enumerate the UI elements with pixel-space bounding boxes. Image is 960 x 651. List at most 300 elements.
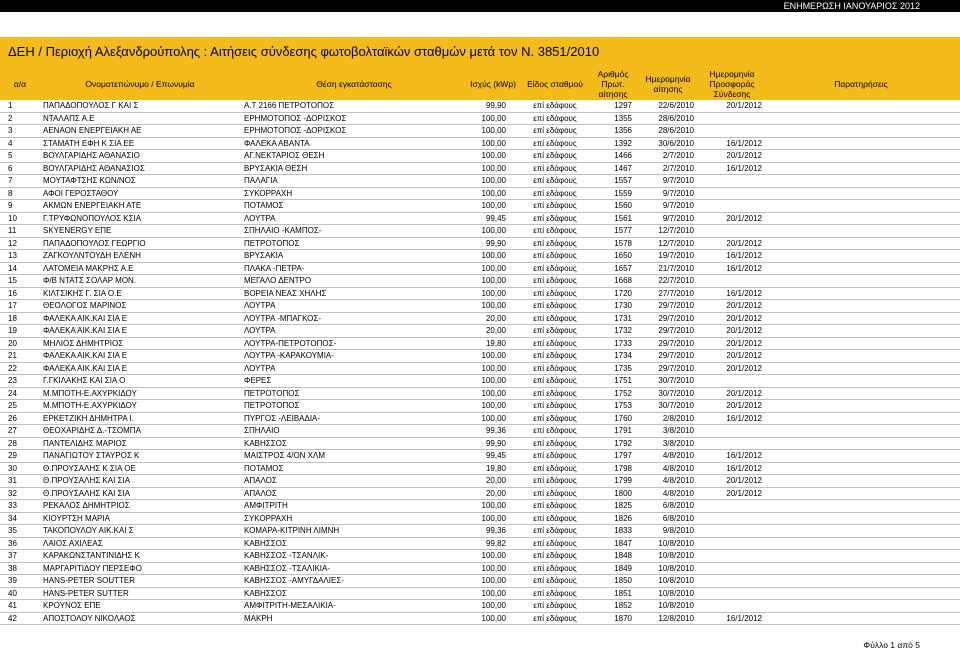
- station-type: επί εδάφους: [518, 250, 592, 263]
- row-number: 3: [0, 125, 40, 138]
- protocol-number: 1731: [592, 312, 634, 325]
- station-type: επί εδάφους: [518, 337, 592, 350]
- request-date: 22/6/2010: [634, 100, 702, 112]
- applicant-name: ΚΑΡΑΚΩΝΣΤΑΝΤΙΝΙΔΗΣ Κ: [40, 550, 240, 563]
- row-number: 21: [0, 350, 40, 363]
- request-date: 30/7/2010: [634, 400, 702, 413]
- install-location: ΑΓ.ΝΕΚΤΑΡΙΟΣ ΘΕΣΗ: [240, 150, 468, 163]
- applicant-name: ΚΙΛΤΣΙΚΗΣ Γ. ΣΙΑ Ο.Ε: [40, 287, 240, 300]
- offer-date: 20/1/2012: [702, 487, 762, 500]
- protocol-number: 1751: [592, 375, 634, 388]
- install-location: ΣΥΚΟΡΡΑΧΗ: [240, 512, 468, 525]
- table-row: [0, 125, 960, 138]
- protocol-number: 1833: [592, 525, 634, 538]
- applicant-name: ΚΙΟΥΡΤΣΗ ΜΑΡΙΑ: [40, 512, 240, 525]
- offer-date: 16/1/2012: [702, 262, 762, 275]
- applicant-name: ΛΑΙΟΣ ΑΧΙΛΕΑΣ: [40, 537, 240, 550]
- offer-date: [702, 587, 762, 600]
- offer-date: 20/1/2012: [702, 212, 762, 225]
- remarks: [762, 387, 960, 400]
- table-row: [0, 100, 960, 112]
- request-date: 30/7/2010: [634, 375, 702, 388]
- offer-date: [702, 225, 762, 238]
- request-date: 28/6/2010: [634, 125, 702, 138]
- power-kwp: 100,00: [468, 587, 518, 600]
- applicant-name: ΘΕΟΛΟΓΟΣ ΜΑΡΙΝΟΣ: [40, 300, 240, 313]
- applicant-name: ΒΟΥΛΓΑΡΙΔΗΣ ΑΘΑΝΑΣΙΟΣ: [40, 162, 240, 175]
- table-row: [0, 500, 960, 513]
- row-number: 15: [0, 275, 40, 288]
- row-number: 36: [0, 537, 40, 550]
- install-location: ΠΑΛΑΓΙΑ: [240, 175, 468, 188]
- row-number: 40: [0, 587, 40, 600]
- protocol-number: 1797: [592, 450, 634, 463]
- protocol-number: 1735: [592, 362, 634, 375]
- offer-date: 16/1/2012: [702, 412, 762, 425]
- applicant-name: ΠΑΝΑΓΙΩΤΟΥ ΣΤΑΥΡΟΣ Κ: [40, 450, 240, 463]
- applicant-name: Θ.ΠΡΟΥΣΑΛΗΣ Κ ΣΙΑ ΟΕ: [40, 462, 240, 475]
- table-row: [0, 237, 960, 250]
- applicant-name: ΒΟΥΛΓΑΡΙΔΗΣ ΑΘΑΝΑΣΙΟ: [40, 150, 240, 163]
- station-type: επί εδάφους: [518, 225, 592, 238]
- install-location: ΑΜΦΙΤΡΙΤΗ-ΜΕΣΑΛΙΚΙΑ-: [240, 600, 468, 613]
- protocol-number: 1799: [592, 475, 634, 488]
- protocol-number: 1798: [592, 462, 634, 475]
- offer-date: 16/1/2012: [702, 612, 762, 625]
- station-type: επί εδάφους: [518, 325, 592, 338]
- applicant-name: HANS-PETER SUTTER: [40, 587, 240, 600]
- power-kwp: 20,00: [468, 475, 518, 488]
- applicant-name: ΡΕΚΑΛΟΣ ΔΗΜΗΤΡΙΟΣ: [40, 500, 240, 513]
- install-location: ΛΟΥΤΡΑ -ΚΑΡΑΚΟΥΜΙΑ-: [240, 350, 468, 363]
- power-kwp: 99,45: [468, 212, 518, 225]
- station-type: επί εδάφους: [518, 100, 592, 112]
- offer-date: [702, 112, 762, 125]
- install-location: ΚΟΜΑΡΑ-ΚΙΤΡΙΝΗ ΛΙΜΝΗ: [240, 525, 468, 538]
- row-number: 7: [0, 175, 40, 188]
- power-kwp: 100,00: [468, 125, 518, 138]
- row-number: 37: [0, 550, 40, 563]
- row-number: 12: [0, 237, 40, 250]
- power-kwp: 99,90: [468, 437, 518, 450]
- applicant-name: Γ.ΤΡΥΦΩΝΟΠΟΥΛΟΣ ΚΣΙΑ: [40, 212, 240, 225]
- power-kwp: 100,00: [468, 575, 518, 588]
- applicant-name: ΦΑΛΕΚΑ ΑΙΚ.ΚΑΙ ΣΙΑ Ε: [40, 350, 240, 363]
- offer-date: 16/1/2012: [702, 162, 762, 175]
- power-kwp: 100,00: [468, 250, 518, 263]
- row-number: 18: [0, 312, 40, 325]
- table-row: [0, 450, 960, 463]
- install-location: ΜΑΚΡΗ: [240, 612, 468, 625]
- row-number: 4: [0, 137, 40, 150]
- request-date: 4/8/2010: [634, 487, 702, 500]
- row-number: 32: [0, 487, 40, 500]
- applicant-name: ΑΚΜΩΝ ΕΝΕΡΓΕΙΑΚΗ ΑΤΕ: [40, 200, 240, 213]
- station-type: επί εδάφους: [518, 475, 592, 488]
- install-location: ΛΟΥΤΡΑ: [240, 300, 468, 313]
- remarks: [762, 412, 960, 425]
- station-type: επί εδάφους: [518, 575, 592, 588]
- table-row: [0, 412, 960, 425]
- request-date: 4/8/2010: [634, 462, 702, 475]
- remarks: [762, 212, 960, 225]
- table-row: [0, 600, 960, 613]
- offer-date: [702, 175, 762, 188]
- col-header-offer-date: Ημερομηνία Προσφοράς Σύνδεσης: [709, 68, 755, 99]
- table-row: [0, 287, 960, 300]
- station-type: επί εδάφους: [518, 162, 592, 175]
- install-location: ΛΟΥΤΡΑ: [240, 325, 468, 338]
- protocol-number: 1847: [592, 537, 634, 550]
- station-type: επί εδάφους: [518, 412, 592, 425]
- applicant-name: ΣΤΑΜΑΤΗ ΕΦΗ Κ ΣΙΑ ΕΕ: [40, 137, 240, 150]
- offer-date: 20/1/2012: [702, 362, 762, 375]
- power-kwp: 19,80: [468, 462, 518, 475]
- offer-date: 20/1/2012: [702, 150, 762, 163]
- update-label: ΕΝΗΜΕΡΩΣΗ ΙΑΝΟΥΑΡΙΟΣ 2012: [783, 1, 920, 11]
- power-kwp: 20,00: [468, 325, 518, 338]
- remarks: [762, 325, 960, 338]
- offer-date: 16/1/2012: [702, 462, 762, 475]
- install-location: ΜΑΙΣΤΡΟΣ 4/ΟΝ ΧΛΜ: [240, 450, 468, 463]
- offer-date: [702, 550, 762, 563]
- protocol-number: 1297: [592, 100, 634, 112]
- install-location: ΦΑΛΕΚΑ ΑΒΑΝΤΑ: [240, 137, 468, 150]
- station-type: επί εδάφους: [518, 612, 592, 625]
- request-date: 29/7/2010: [634, 312, 702, 325]
- request-date: 4/8/2010: [634, 475, 702, 488]
- remarks: [762, 187, 960, 200]
- page-title: ΔΕΗ / Περιοχή Αλεξανδρούπολης : Αιτήσεις σύνδεσης φωτοβολταϊκών σταθμών μετά τον Ν. 3851/2010: [8, 44, 600, 59]
- offer-date: [702, 600, 762, 613]
- remarks: [762, 200, 960, 213]
- offer-date: [702, 562, 762, 575]
- col-header-remarks: Παρατηρήσεις: [834, 78, 888, 89]
- col-header-protocol: Αριθμός Πρωτ. αίτησης: [597, 68, 629, 99]
- station-type: επί εδάφους: [518, 350, 592, 363]
- protocol-number: 1577: [592, 225, 634, 238]
- col-header-aa: α/α: [13, 78, 27, 89]
- col-header-power: Ισχύς (kWp): [470, 78, 516, 89]
- install-location: ΒΟΡΕΙΑ ΝΕΑΣ ΧΗΛΗΣ: [240, 287, 468, 300]
- table-row: [0, 275, 960, 288]
- row-number: 28: [0, 437, 40, 450]
- applicant-name: Θ.ΠΡΟΥΣΑΛΗΣ ΚΑΙ ΣΙΑ: [40, 475, 240, 488]
- protocol-number: 1732: [592, 325, 634, 338]
- protocol-number: 1578: [592, 237, 634, 250]
- request-date: 30/6/2010: [634, 137, 702, 150]
- power-kwp: 100,00: [468, 362, 518, 375]
- request-date: 3/8/2010: [634, 425, 702, 438]
- table-row: [0, 262, 960, 275]
- table-row: [0, 312, 960, 325]
- protocol-number: 1849: [592, 562, 634, 575]
- row-number: 24: [0, 387, 40, 400]
- offer-date: 16/1/2012: [702, 137, 762, 150]
- table-row: [0, 562, 960, 575]
- install-location: ΑΜΦΙΤΡΙΤΗ: [240, 500, 468, 513]
- request-date: 4/8/2010: [634, 450, 702, 463]
- request-date: 19/7/2010: [634, 250, 702, 263]
- offer-date: 20/1/2012: [702, 350, 762, 363]
- station-type: επί εδάφους: [518, 462, 592, 475]
- protocol-number: 1792: [592, 437, 634, 450]
- remarks: [762, 175, 960, 188]
- row-number: 17: [0, 300, 40, 313]
- request-date: 10/8/2010: [634, 587, 702, 600]
- table-row: [0, 525, 960, 538]
- remarks: [762, 587, 960, 600]
- row-number: 25: [0, 400, 40, 413]
- offer-date: [702, 575, 762, 588]
- power-kwp: 99,36: [468, 525, 518, 538]
- offer-date: 20/1/2012: [702, 237, 762, 250]
- station-type: επί εδάφους: [518, 200, 592, 213]
- request-date: 9/7/2010: [634, 212, 702, 225]
- station-type: επί εδάφους: [518, 187, 592, 200]
- offer-date: [702, 275, 762, 288]
- row-number: 31: [0, 475, 40, 488]
- remarks: [762, 250, 960, 263]
- remarks: [762, 562, 960, 575]
- applicant-name: ΤΑΚΟΠΟΥΛΟΥ ΑΙΚ.ΚΑΙ Σ: [40, 525, 240, 538]
- table-row: [0, 400, 960, 413]
- station-type: επί εδάφους: [518, 400, 592, 413]
- power-kwp: 99,45: [468, 450, 518, 463]
- remarks: [762, 500, 960, 513]
- remarks: [762, 262, 960, 275]
- power-kwp: 100,00: [468, 187, 518, 200]
- protocol-number: 1733: [592, 337, 634, 350]
- station-type: επί εδάφους: [518, 550, 592, 563]
- applicant-name: ΕΡΚΕΤΖΙΚΗ ΔΗΜΗΤΡΑ Ι.: [40, 412, 240, 425]
- row-number: 8: [0, 187, 40, 200]
- offer-date: [702, 125, 762, 138]
- row-number: 35: [0, 525, 40, 538]
- station-type: επί εδάφους: [518, 525, 592, 538]
- request-date: 12/7/2010: [634, 225, 702, 238]
- power-kwp: 20,00: [468, 312, 518, 325]
- offer-date: [702, 437, 762, 450]
- install-location: ΠΥΡΓΟΣ -ΛΕΙΒΑΔΙΑ-: [240, 412, 468, 425]
- table-row: [0, 150, 960, 163]
- install-location: ΠΕΤΡΟΤΟΠΟΣ: [240, 387, 468, 400]
- remarks: [762, 162, 960, 175]
- station-type: επί εδάφους: [518, 500, 592, 513]
- offer-date: 20/1/2012: [702, 400, 762, 413]
- title-bar: [0, 37, 960, 67]
- table-row: [0, 325, 960, 338]
- remarks: [762, 112, 960, 125]
- remarks: [762, 600, 960, 613]
- table-row: [0, 187, 960, 200]
- row-number: 9: [0, 200, 40, 213]
- protocol-number: 1800: [592, 487, 634, 500]
- top-banner: [0, 0, 960, 12]
- applicant-name: Γ.ΓΚΙΛΑΚΗΣ ΚΑΙ ΣΙΑ Ο: [40, 375, 240, 388]
- request-date: 9/8/2010: [634, 525, 702, 538]
- power-kwp: 100,00: [468, 412, 518, 425]
- station-type: επί εδάφους: [518, 137, 592, 150]
- applicant-name: ΑΦΟΙ ΓΕΡΟΣΤΑΘΟΥ: [40, 187, 240, 200]
- offer-date: 20/1/2012: [702, 325, 762, 338]
- request-date: 21/7/2010: [634, 262, 702, 275]
- table-row: [0, 300, 960, 313]
- remarks: [762, 550, 960, 563]
- request-date: 22/7/2010: [634, 275, 702, 288]
- protocol-number: 1791: [592, 425, 634, 438]
- table-row: [0, 387, 960, 400]
- request-date: 29/7/2010: [634, 337, 702, 350]
- station-type: επί εδάφους: [518, 387, 592, 400]
- remarks: [762, 400, 960, 413]
- install-location: ΛΟΥΤΡΑ: [240, 362, 468, 375]
- power-kwp: 99,90: [468, 237, 518, 250]
- protocol-number: 1668: [592, 275, 634, 288]
- applicant-name: ΦΑΛΕΚΑ ΑΙΚ.ΚΑΙ ΣΙΑ Ε: [40, 312, 240, 325]
- power-kwp: 20,00: [468, 487, 518, 500]
- power-kwp: 100,00: [468, 400, 518, 413]
- remarks: [762, 237, 960, 250]
- col-header-name: Ονοματεπώνυμο / Επωνυμία: [85, 78, 195, 89]
- power-kwp: 100,00: [468, 262, 518, 275]
- install-location: ΚΑΒΗΣΣΟΣ: [240, 587, 468, 600]
- power-kwp: 100,00: [468, 175, 518, 188]
- applicant-name: SKYENERGY ΕΠΕ: [40, 225, 240, 238]
- install-location: ΚΑΒΗΣΣΟΣ: [240, 437, 468, 450]
- protocol-number: 1657: [592, 262, 634, 275]
- station-type: επί εδάφους: [518, 600, 592, 613]
- row-number: 30: [0, 462, 40, 475]
- applicant-name: ΠΑΠΑΔΟΠΟΥΛΟΣ Γ ΚΑΙ Σ: [40, 100, 240, 112]
- remarks: [762, 475, 960, 488]
- power-kwp: 100,00: [468, 375, 518, 388]
- applicant-name: Μ.ΜΠΟΤΗ-Ε.ΑΧΥΡΚΙΔΟΥ: [40, 400, 240, 413]
- applications-table: [0, 100, 960, 625]
- station-type: επί εδάφους: [518, 175, 592, 188]
- power-kwp: 100,00: [468, 112, 518, 125]
- power-kwp: 100,00: [468, 512, 518, 525]
- table-row: [0, 112, 960, 125]
- row-number: 26: [0, 412, 40, 425]
- remarks: [762, 137, 960, 150]
- station-type: επί εδάφους: [518, 425, 592, 438]
- table-row: [0, 462, 960, 475]
- applicant-name: ΑΕΝΑΟΝ ΕΝΕΡΓΕΙΑΚΗ ΑΕ: [40, 125, 240, 138]
- table-row: [0, 137, 960, 150]
- row-number: 22: [0, 362, 40, 375]
- offer-date: [702, 200, 762, 213]
- install-location: ΚΑΒΗΣΣΟΣ -ΑΜΥΓΔΑΛΙΕΣ-: [240, 575, 468, 588]
- station-type: επί εδάφους: [518, 287, 592, 300]
- install-location: ΑΠΑΛΟΣ: [240, 487, 468, 500]
- power-kwp: 100,00: [468, 275, 518, 288]
- station-type: επί εδάφους: [518, 437, 592, 450]
- power-kwp: 100,00: [468, 225, 518, 238]
- install-location: Α.Τ 2166 ΠΕΤΡΟΤΟΠΟΣ: [240, 100, 468, 112]
- request-date: 29/7/2010: [634, 350, 702, 363]
- row-number: 14: [0, 262, 40, 275]
- row-number: 23: [0, 375, 40, 388]
- protocol-number: 1466: [592, 150, 634, 163]
- protocol-number: 1650: [592, 250, 634, 263]
- applicant-name: ΜΑΡΓΑΡΙΤΙΔΟΥ ΠΕΡΣΕΦΟ: [40, 562, 240, 575]
- request-date: 2/8/2010: [634, 412, 702, 425]
- applicant-name: ΛΑΤΟΜΕΙΑ ΜΑΚΡΗΣ Α.Ε: [40, 262, 240, 275]
- request-date: 30/7/2010: [634, 387, 702, 400]
- install-location: ΕΡΗΜΟΤΟΠΟΣ -ΔΟΡΙΣΚΟΣ: [240, 112, 468, 125]
- protocol-number: 1825: [592, 500, 634, 513]
- power-kwp: 100,00: [468, 162, 518, 175]
- power-kwp: 19,80: [468, 337, 518, 350]
- station-type: επί εδάφους: [518, 150, 592, 163]
- row-number: 38: [0, 562, 40, 575]
- table-row: [0, 337, 960, 350]
- offer-date: [702, 187, 762, 200]
- offer-date: 20/1/2012: [702, 337, 762, 350]
- request-date: 9/7/2010: [634, 175, 702, 188]
- row-number: 19: [0, 325, 40, 338]
- remarks: [762, 150, 960, 163]
- station-type: επί εδάφους: [518, 262, 592, 275]
- request-date: 28/6/2010: [634, 112, 702, 125]
- request-date: 6/8/2010: [634, 512, 702, 525]
- table-row: [0, 250, 960, 263]
- install-location: ΠΕΤΡΟΤΟΠΟΣ: [240, 237, 468, 250]
- table-row: [0, 612, 960, 625]
- request-date: 2/7/2010: [634, 150, 702, 163]
- power-kwp: 100,00: [468, 600, 518, 613]
- remarks: [762, 362, 960, 375]
- offer-date: 20/1/2012: [702, 475, 762, 488]
- applicant-name: ΖΑΓΚΟΥΛΝΤΟΥΔΗ ΕΛΕΝΗ: [40, 250, 240, 263]
- power-kwp: 100,00: [468, 387, 518, 400]
- protocol-number: 1826: [592, 512, 634, 525]
- applicant-name: HANS-PETER SOUTTER: [40, 575, 240, 588]
- request-date: 10/8/2010: [634, 562, 702, 575]
- applicant-name: ΝΤΑΛΑΠΣ Α.Ε: [40, 112, 240, 125]
- install-location: ΒΡΥΣΑΚΙΑ ΘΕΣΗ: [240, 162, 468, 175]
- applicant-name: Φ/Β ΝΤΑΤΣ ΣΟΛΑΡ ΜΟΝ.: [40, 275, 240, 288]
- table-row: [0, 437, 960, 450]
- applicant-name: ΜΟΥΤΑΦΤΣΗΣ ΚΩΝ/ΝΟΣ: [40, 175, 240, 188]
- request-date: 10/8/2010: [634, 600, 702, 613]
- protocol-number: 1560: [592, 200, 634, 213]
- power-kwp: 100,00: [468, 562, 518, 575]
- power-kwp: 100,00: [468, 500, 518, 513]
- request-date: 12/8/2010: [634, 612, 702, 625]
- protocol-number: 1561: [592, 212, 634, 225]
- request-date: 6/8/2010: [634, 500, 702, 513]
- protocol-number: 1852: [592, 600, 634, 613]
- remarks: [762, 575, 960, 588]
- remarks: [762, 225, 960, 238]
- remarks: [762, 512, 960, 525]
- remarks: [762, 612, 960, 625]
- station-type: επί εδάφους: [518, 312, 592, 325]
- station-type: επί εδάφους: [518, 212, 592, 225]
- sheet-footer: Φύλλο 1 από 5: [863, 640, 920, 650]
- applicant-name: ΘΕΟΧΑΡΙΔΗΣ Δ.-ΤΣΟΜΠΑ: [40, 425, 240, 438]
- request-date: 9/7/2010: [634, 187, 702, 200]
- offer-date: 20/1/2012: [702, 387, 762, 400]
- install-location: ΚΑΒΗΣΣΟΣ -ΤΣΑΝΛΙΚ-: [240, 550, 468, 563]
- protocol-number: 1850: [592, 575, 634, 588]
- protocol-number: 1730: [592, 300, 634, 313]
- station-type: επί εδάφους: [518, 562, 592, 575]
- request-date: 2/7/2010: [634, 162, 702, 175]
- install-location: ΕΡΗΜΟΤΟΠΟΣ -ΔΟΡΙΣΚΟΣ: [240, 125, 468, 138]
